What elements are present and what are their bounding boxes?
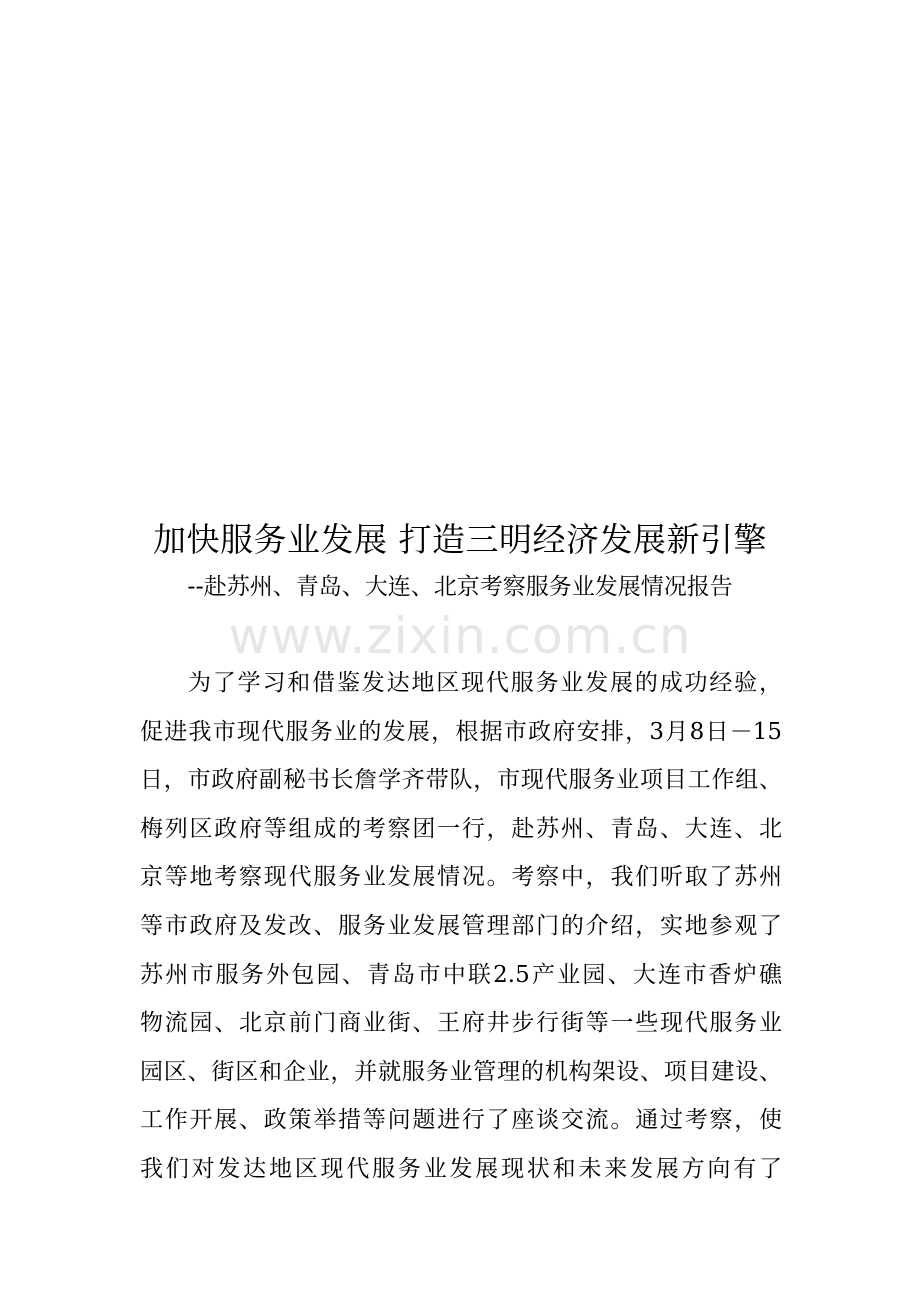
watermark: www.zixin.com.cn (228, 607, 692, 665)
body-line: 物流园、北京前门商业街、王府井步行街等一些现代服务业 (140, 1010, 782, 1037)
body-line: 京等地考察现代服务业发展情况。考察中，我们听取了苏州 (140, 864, 782, 891)
document-subtitle: --赴苏州、青岛、大连、北京考察服务业发展情况报告 (187, 574, 733, 600)
body-line: 促进我市现代服务业的发展，根据市政府安排，3月8日－15 (140, 718, 782, 745)
body-line: 梅列区政府等组成的考察团一行，赴苏州、青岛、大连、北 (140, 815, 782, 842)
body-paragraph (140, 659, 782, 1194)
body-line: 工作开展、政策举措等问题进行了座谈交流。通过考察，使 (140, 1107, 782, 1134)
body-line: 苏州市服务外包园、青岛市中联2.5产业园、大连市香炉礁 (140, 961, 782, 988)
body-line: 日，市政府副秘书长詹学齐带队，市现代服务业项目工作组、 (140, 767, 782, 794)
body-line: 等市政府及发改、服务业发展管理部门的介绍，实地参观了 (140, 912, 782, 939)
body-line: 我们对发达地区现代服务业发展现状和未来发展方向有了 (140, 1155, 782, 1182)
document-title: 加快服务业发展 打造三明经济发展新引擎 (153, 520, 767, 559)
body-line: 为了学习和借鉴发达地区现代服务业发展的成功经验， (188, 670, 782, 696)
body-line: 园区、街区和企业，并就服务业管理的机构架设、项目建设、 (140, 1058, 782, 1085)
